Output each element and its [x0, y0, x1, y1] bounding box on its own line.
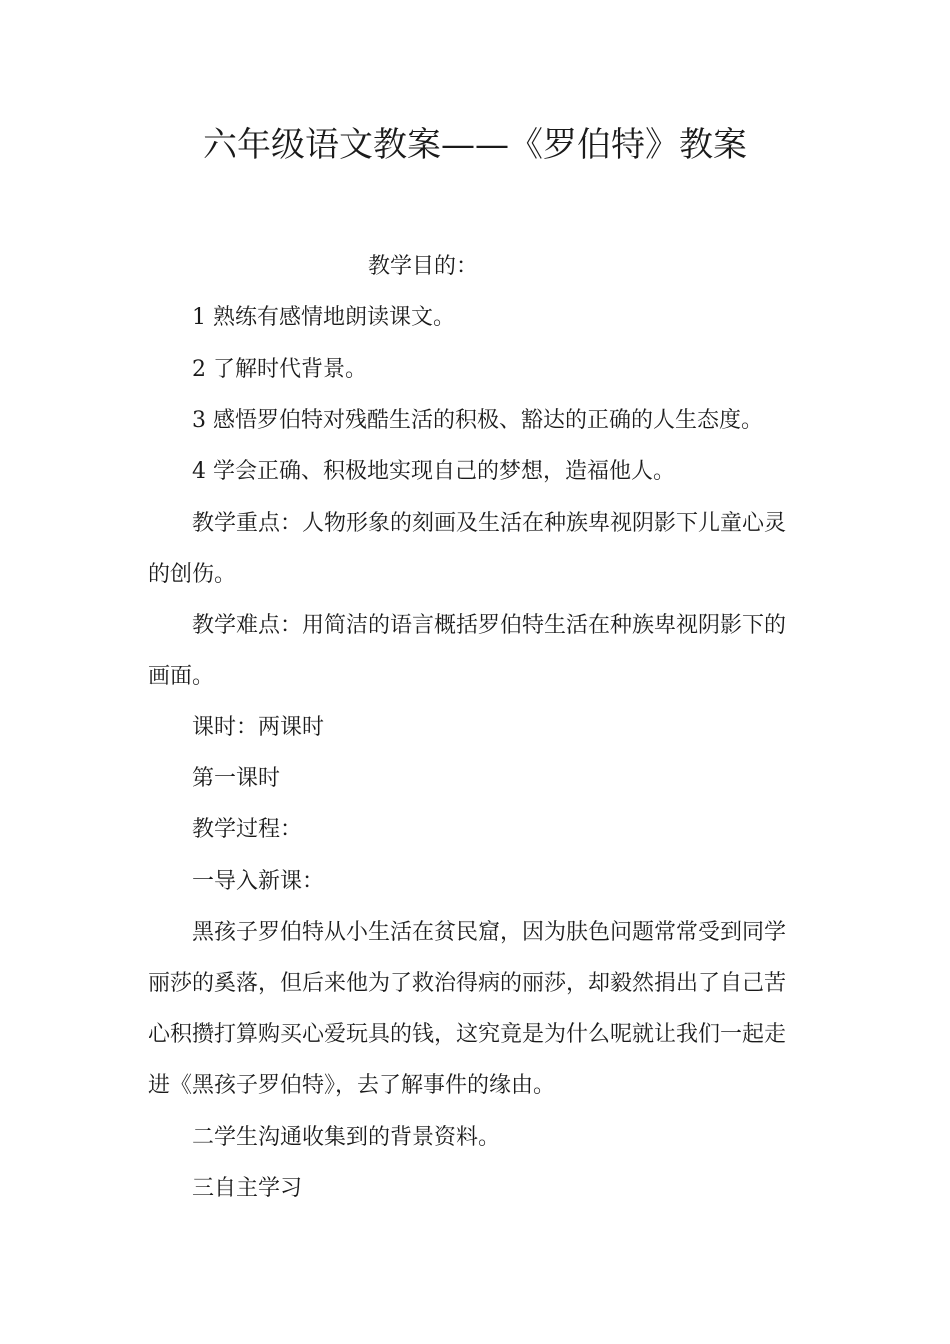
intro-paragraph-line: 丽莎的奚落，但后来他为了救治得病的丽莎，却毅然捐出了自己苦: [148, 971, 787, 996]
objective-item: 4 学会正确、积极地实现自己的梦想，造福他人。: [192, 459, 675, 484]
first-lesson: 第一课时: [192, 766, 281, 791]
difficulty-line: 画面。: [148, 664, 215, 689]
key-point-line: 的创伤。: [148, 562, 237, 587]
step-self-study: 三自主学习: [192, 1176, 303, 1201]
objective-item: 3 感悟罗伯特对残酷生活的积极、豁达的正确的人生态度。: [192, 408, 763, 433]
class-hours: 课时：两课时: [192, 715, 325, 740]
objective-item: 1 熟练有感情地朗读课文。: [192, 305, 455, 330]
key-point-line: 教学重点：人物形象的刻画及生活在种族卑视阴影下儿童心灵: [192, 511, 787, 536]
document-title: 六年级语文教案——《罗伯特》教案: [203, 125, 747, 165]
step-background: 二学生沟通收集到的背景资料。: [192, 1125, 501, 1150]
objectives-heading: 教学目的：: [368, 254, 479, 279]
intro-paragraph-line: 心积攒打算购买心爱玩具的钱，这究竟是为什么呢就让我们一起走: [148, 1022, 787, 1047]
process-heading: 教学过程：: [192, 817, 303, 842]
intro-paragraph-line: 黑孩子罗伯特从小生活在贫民窟，因为肤色问题常常受到同学: [192, 920, 787, 945]
intro-paragraph-line: 进《黑孩子罗伯特》，去了解事件的缘由。: [148, 1073, 556, 1098]
step-intro-heading: 一导入新课：: [192, 869, 325, 894]
objective-item: 2 了解时代背景。: [192, 357, 367, 382]
difficulty-line: 教学难点：用简洁的语言概括罗伯特生活在种族卑视阴影下的: [192, 613, 787, 638]
